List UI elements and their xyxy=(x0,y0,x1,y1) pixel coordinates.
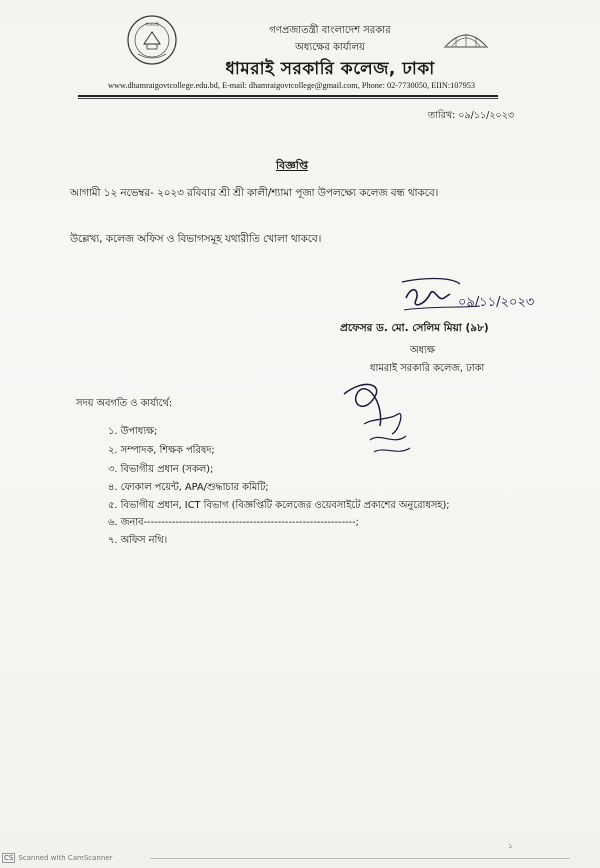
college-name: ধামরাই সরকারি কলেজ, ঢাকা xyxy=(225,59,435,79)
page-number: ১ xyxy=(508,842,513,850)
notice-body-line: আগামী ১২ নভেম্বর- ২০২৩ রবিবার শ্রী শ্রী কালী/শ্যামা পূজা উপলক্ষ্যে কলেজ বন্ধ থাকবে। xyxy=(70,187,439,199)
cc-list-item: ৬. জনাব------------------------------------------------------------; xyxy=(108,517,359,528)
footer-divider xyxy=(150,858,570,859)
government-name: গণপ্রজাতন্ত্রী বাংলাদেশ সরকার xyxy=(269,25,391,36)
cc-heading: সদয় অবগতি ও কার্যার্থে: xyxy=(76,398,173,409)
svg-text:ধামরাই: ধামরাই xyxy=(145,22,159,28)
header-divider-thin xyxy=(78,98,498,99)
notice-date: তারিখ: ০৯/১১/২০২৩ xyxy=(428,110,515,121)
camscanner-icon: CS xyxy=(4,854,14,862)
notice-body-line: উল্লেখ্য, কলেজ অফিস ও বিভাগসমূহ যথারীতি খোলা থাকবে। xyxy=(70,233,322,245)
cc-list-item: ৪. ফোকাল পয়েন্ট, APA/শুদ্ধাচার কমিটি; xyxy=(108,482,269,493)
signatory-name: প্রফেসর ড. মো. সেলিম মিয়া (৯৮) xyxy=(340,322,489,334)
contact-line: www.dhamraigovtcollege.edu.bd, E-mail: dhamraigovtcollege@gmail.com, Phone: 02-7730050, EIIN:107953 xyxy=(108,81,476,90)
cc-list-item: ১. উপাধ্যক্ষ; xyxy=(108,426,158,437)
signatory-institution: ধামরাই সরকারি কলেজ, ঢাকা xyxy=(370,363,485,374)
svg-text:০৯/১১/২০২৩: ০৯/১১/২০২৩ xyxy=(458,295,535,310)
cc-list-item: ৩. বিভাগীয় প্রধান (সকল); xyxy=(108,464,214,475)
header-divider xyxy=(78,95,498,97)
cc-list-item: ২. সম্পাদক, শিক্ষক পরিষদ; xyxy=(108,445,215,456)
cc-list-item: ৫. বিভাগীয় প্রধান, ICT বিভাগ (বিজ্ঞপ্তিটি কলেজের ওয়েবসাইটে প্রকাশের অনুরোধসহ); xyxy=(108,500,450,511)
scanner-text: Scanned with CamScanner xyxy=(18,854,113,862)
office-name: অধ্যক্ষের কার্যালয় xyxy=(295,42,365,53)
notice-title: বিজ্ঞপ্তি xyxy=(276,159,308,172)
principal-signature xyxy=(400,276,560,324)
cc-list-item: ৭. অফিস নথি। xyxy=(108,535,168,546)
scanner-watermark xyxy=(2,853,113,863)
initial-signature xyxy=(334,374,424,464)
signatory-designation: অধ্যক্ষ xyxy=(410,345,435,356)
